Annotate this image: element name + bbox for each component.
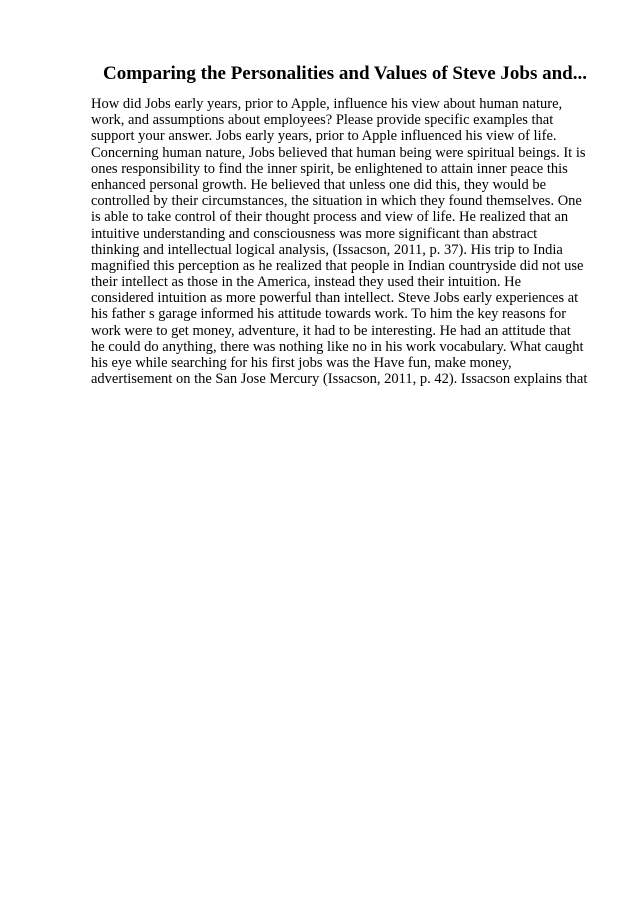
body-line: his father s garage informed his attitude towards work. To him the key reasons for bbox=[91, 306, 567, 323]
document-body bbox=[91, 96, 601, 387]
body-line: ones responsibility to find the inner spirit, be enlightened to attain inner peace this bbox=[91, 160, 568, 177]
body-line: advertisement on the San Jose Mercury (Issacson, 2011, p. 42). Issacson explains that bbox=[91, 371, 588, 388]
body-line: Concerning human nature, Jobs believed that human being were spiritual beings. It is bbox=[91, 144, 586, 161]
body-line: controlled by their circumstances, the situation in which they found themselves. One bbox=[91, 193, 582, 210]
body-line: is able to take control of their thought process and view of life. He realized that an bbox=[91, 209, 569, 226]
body-line: enhanced personal growth. He believed that unless one did this, they would be bbox=[91, 176, 547, 193]
body-line: considered intuition as more powerful than intellect. Steve Jobs early experiences at bbox=[91, 290, 579, 307]
body-line: How did Jobs early years, prior to Apple, influence his view about human nature, bbox=[91, 96, 563, 112]
body-line: his eye while searching for his first jobs was the Have fun, make money, bbox=[91, 355, 512, 371]
body-line: he could do anything, there was nothing like no in his work vocabulary. What caught bbox=[91, 338, 584, 355]
body-line: support your answer. Jobs early years, prior to Apple influenced his view of life. bbox=[91, 128, 557, 145]
body-line: thinking and intellectual logical analysis, (Issacson, 2011, p. 37). His trip to India bbox=[91, 241, 563, 258]
body-line: work were to get money, adventure, it had to be interesting. He had an attitude that bbox=[91, 322, 571, 339]
body-line: magnified this perception as he realized that people in Indian countryside did not use bbox=[91, 257, 584, 274]
document-title: Comparing the Personalities and Values of Steve Jobs and... bbox=[102, 63, 588, 84]
body-line: their intellect as those in the America, instead they used their intuition. He bbox=[91, 274, 522, 291]
body-line: intuitive understanding and consciousness was more significant than abstract bbox=[91, 225, 538, 242]
body-line: work, and assumptions about employees? Please provide specific examples that bbox=[91, 112, 554, 129]
